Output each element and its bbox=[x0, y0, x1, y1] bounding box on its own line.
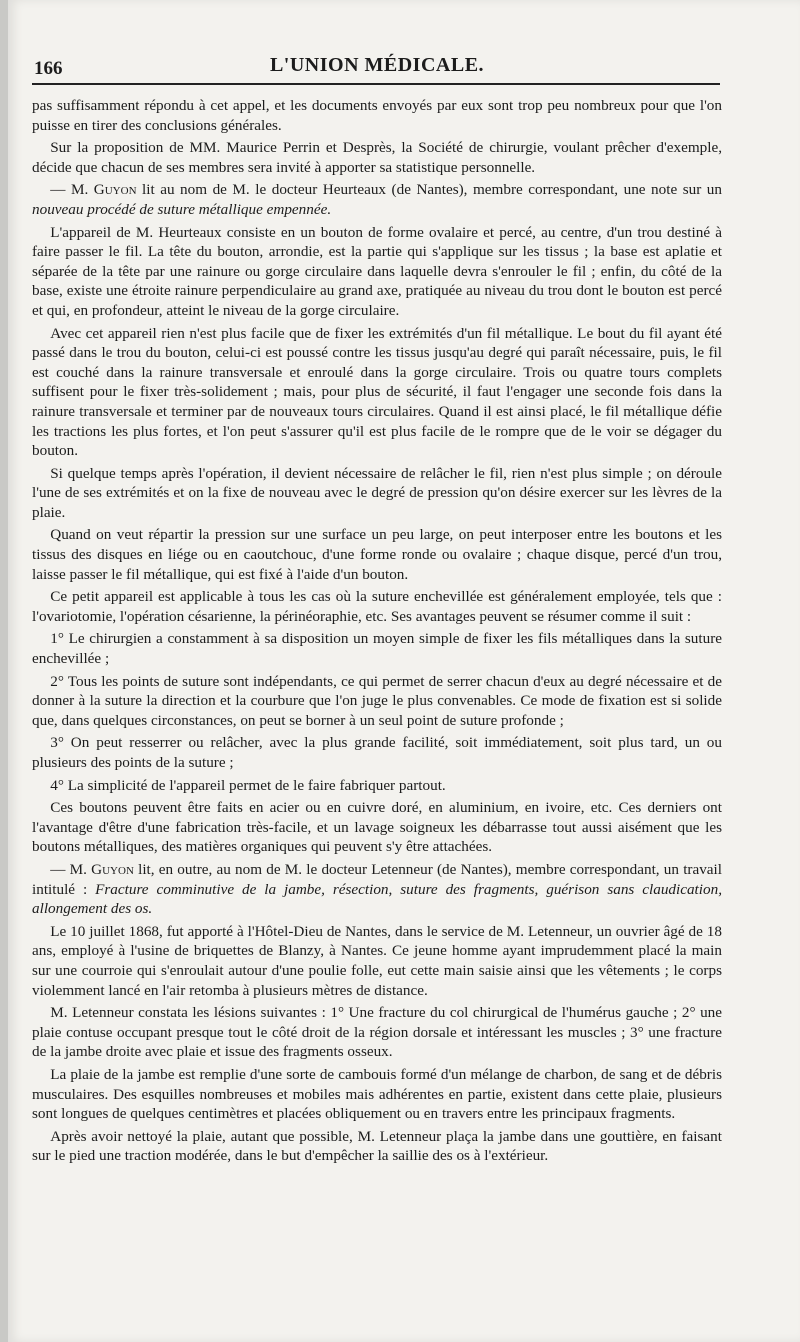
page-number: 166 bbox=[34, 58, 63, 79]
work-title: nouveau procédé de suture métallique empennée. bbox=[32, 200, 332, 218]
article-body bbox=[32, 96, 722, 1169]
paragraph: Ce petit appareil est applicable à tous les cas où la suture enchevillée est généralement employée, tels que : l'ovariotomie, l'opération césarienne, la périnéoraphie, etc. Ses avantages peuvent se résumer comme il suit : bbox=[32, 588, 722, 625]
paragraph: pas suffisamment répondu à cet appel, et les documents envoyés par eux sont trop peu nombreux pour que l'on puisse en tirer des conclusions générales. bbox=[32, 97, 722, 134]
paragraph-text: lit au nom de M. le docteur Heurteaux (de Nantes), membre correspondant, une note sur un bbox=[136, 181, 722, 199]
journal-page bbox=[8, 0, 800, 1342]
paragraph-lead: — M. bbox=[50, 860, 92, 878]
paragraph-lead: — M. bbox=[50, 181, 94, 199]
paragraph bbox=[32, 180, 722, 219]
paragraph: Ces boutons peuvent être faits en acier ou en cuivre doré, en aluminium, en ivoire, etc. Ces derniers ont l'avantage d'être d'une fabrication très-facile, et un lavage soigneux les débarrasse tout aussi aisément que les boutons métalliques, des matières organiques qui peuvent s'y être attachées. bbox=[32, 799, 722, 856]
paragraph: Quand on veut répartir la pression sur une surface un peu large, on peut interposer entre les boutons et les tissus des disques en liége ou en caoutchouc, d'une forme ronde ou ovalaire ; chaque disque, percé d'un trou, laisse passer le fil métallique, qui est fixé à l'aide d'un bouton. bbox=[32, 526, 722, 583]
list-item: 2° Tous les points de suture sont indépendants, ce qui permet de serrer chacun d'eux au degré nécessaire et de donner à la suture la direction et la courbure que l'on juge le plus convenables. Ce mode de fixation est si solide que, dans quelques circonstances, on peut se borner à un seul point de suture profonde ; bbox=[32, 672, 722, 729]
paragraph bbox=[32, 860, 722, 919]
paragraph: Si quelque temps après l'opération, il devient nécessaire de relâcher le fil, rien n'est plus simple ; on déroule l'une de ses extrémités et on la fixe de nouveau avec le degré de pression qu'on désire exercer sur les lèvres de la plaie. bbox=[32, 464, 722, 521]
paragraph: Avec cet appareil rien n'est plus facile que de fixer les extrémités d'un fil métallique. Le bout du fil ayant été passé dans le trou du bouton, celui-ci est poussé contre les tissus jusqu'au degré qui paraît nécessaire, puis, le fil est couché dans la rainure transversale et enroulé dans la gorge circulaire. Trois ou quatre tours complets suffisent pour le fixer très-solidement ; mais, pour plus de sécurité, il faut l'engager une seconde fois dans la rainure transversale et terminer par de nouveaux tours circulaires. Quand il est ainsi placé, le fil métallique défie les tractions les plus fortes, et l'on peut s'assurer qu'il est plus facile de le rompre que de le voir se dégager du bouton. bbox=[32, 324, 722, 460]
speaker-name: Guyon bbox=[91, 860, 134, 878]
list-item: 1° Le chirurgien a constamment à sa disposition un moyen simple de fixer les fils métalliques dans la suture enchevillée ; bbox=[32, 630, 722, 668]
list-item: 3° On peut resserrer ou relâcher, avec la plus grande facilité, soit immédiatement, soit plus tard, un ou plusieurs des points de la suture ; bbox=[32, 734, 722, 771]
paragraph: L'appareil de M. Heurteaux consiste en un bouton de forme ovalaire et percé, au centre, d'un trou destiné à faire passer le fil. La tête du bouton, arrondie, est la partie qui s'applique sur les tissus ; la base est aplatie et séparée de la tête par une rainure ou gorge circulaire dans laquelle devra s'enrouler le fil ; enfin, du côté de la base, existe une étroite rainure perpendiculaire au grand axe, pratiquée au niveau du trou dont le bouton est percé et qui, en profondeur, atteint le niveau de la gorge circulaire. bbox=[32, 223, 722, 319]
paragraph: Sur la proposition de MM. Maurice Perrin et Desprès, la Société de chirurgie, voulant prêcher d'exemple, décide que chacun de ses membres sera invité à apporter sa statistique personnelle. bbox=[32, 139, 722, 176]
speaker-name: Guyon bbox=[93, 181, 137, 199]
paragraph: M. Letenneur constata les lésions suivantes : 1° Une fracture du col chirurgical de l'humérus gauche ; 2° une plaie contuse occupant presque tout le côté droit de la région dorsale et intéressant les muscles ; 3° une fracture de la jambe droite avec plaie et issue des fragments osseux. bbox=[32, 1004, 722, 1061]
running-title: L'UNION MÉDICALE. bbox=[269, 54, 485, 76]
paragraph: Après avoir nettoyé la plaie, autant que possible, M. Letenneur plaça la jambe dans une gouttière, en faisant sur le pied une traction modérée, dans le but d'empêcher la saillie des os à l'extérieur. bbox=[32, 1127, 722, 1165]
work-title: Fracture comminutive de la jambe, résection, suture des fragments, guérison sans claudication, allongement des os. bbox=[32, 880, 722, 918]
paragraph: La plaie de la jambe est remplie d'une sorte de cambouis formé d'un mélange de charbon, de sang et de débris musculaires. Des esquilles nombreuses et mobiles mais adhérentes en partie, existent dans cette plaie, plusieurs sont longues de quelques centimètres et placées obliquement ou en travers entre les principaux fragments. bbox=[32, 1065, 722, 1123]
header-rule bbox=[32, 83, 720, 85]
paragraph: Le 10 juillet 1868, fut apporté à l'Hôtel-Dieu de Nantes, dans le service de M. Letenneur, un ouvrier âgé de 18 ans, employé à l'usine de briquettes de Blanzy, à Nantes. Ce jeune homme ayant imprudemment placé la main sur une courroie qui s'enroulait autour d'une poulie folle, eut cette main saisie ainsi que les vêtements ; le corps violemment lancé en l'air retomba à plusieurs mètres de distance. bbox=[32, 922, 722, 999]
paragraph-text: lit, en outre, au nom de M. le docteur Letenneur (de Nantes), membre correspondant, un travail intitulé : bbox=[32, 860, 722, 898]
page-header bbox=[32, 50, 722, 86]
list-item: 4° La simplicité de l'appareil permet de le faire fabriquer partout. bbox=[50, 776, 446, 794]
